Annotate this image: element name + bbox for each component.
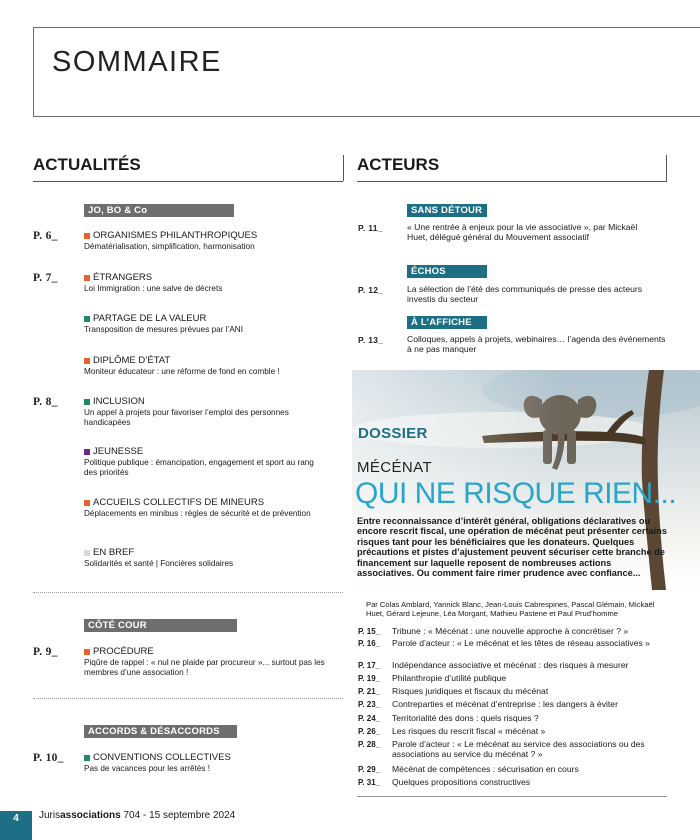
entry-title: DIPLÔME D’ÉTAT xyxy=(93,355,171,366)
entry-desc: Politique publique : émancipation, engagement et sport au rang des priorités xyxy=(84,458,314,477)
acteur-entry[interactable]: Colloques, appels à projets, webinaires… l’agenda des événements à ne pas manquer xyxy=(407,334,666,354)
dossier-intro: Entre reconnaissance d’intérêt général, obligations déclaratives ou encore rescrit fiscal, une opération de mécénat peut présenter certains risques tant pour les bénéficiaires que les donateurs. Quelques précautions et pistes d’ajustement peuvent sécuriser cette branche de financement sur laquelle reposent de nombreuses actions associatives. Ou comment faire rimer prudence avec confiance... xyxy=(357,516,667,579)
page-number: P. 17_ xyxy=(358,661,381,670)
page-title: SOMMAIRE xyxy=(52,46,222,78)
entry-title: ACCUEILS COLLECTIFS DE MINEURS xyxy=(93,497,265,508)
section-label-echos: ÉCHOS xyxy=(407,265,487,278)
toc-entry[interactable] xyxy=(84,230,334,252)
toc-entry[interactable] xyxy=(84,313,334,335)
left-heading-rule xyxy=(33,181,343,182)
page-number: P. 31_ xyxy=(358,778,381,787)
toc-entry[interactable] xyxy=(84,752,334,774)
dossier-item[interactable]: Indépendance associative et mécénat : des risques à mesurer xyxy=(392,660,629,670)
page-number: P. 11_ xyxy=(358,223,383,233)
toc-entry[interactable] xyxy=(84,396,329,427)
page-number: P. 7_ xyxy=(33,272,58,284)
toc-entry[interactable] xyxy=(84,646,334,677)
dossier-kicker: MÉCÉNAT xyxy=(357,459,433,476)
entry-desc: Moniteur éducateur : une réforme de fond en comble ! xyxy=(84,367,280,376)
brand-name: associations xyxy=(60,810,121,821)
page-number: P. 26_ xyxy=(358,727,381,736)
left-column-heading: ACTUALITÉS xyxy=(33,155,141,174)
dossier-item[interactable]: Parole d’acteur : « Le mécénat et les têtes de réseau associatives » xyxy=(392,638,650,648)
entry-title: INCLUSION xyxy=(93,396,145,407)
page-number: P. 10_ xyxy=(33,752,64,764)
orange-square-icon xyxy=(84,649,90,655)
page-number: P. 8_ xyxy=(33,396,58,408)
issue-info: 704 - 15 septembre 2024 xyxy=(120,810,236,821)
left-heading-vrule xyxy=(343,155,344,181)
section-label-a-laffiche: À L’AFFICHE xyxy=(407,316,487,329)
dossier-item[interactable]: Risques juridiques et fiscaux du mécénat xyxy=(392,686,549,696)
section-divider xyxy=(33,698,343,699)
page-number: P. 24_ xyxy=(358,714,381,723)
brand-prefix: Juris xyxy=(39,810,61,821)
entry-title: JEUNESSE xyxy=(93,446,144,457)
section-label-sans-detour: SANS DÉTOUR xyxy=(407,204,487,217)
acteur-entry[interactable]: La sélection de l’été des communiqués de presse des acteurs investis du secteur xyxy=(407,284,643,304)
section-label-cote-cour: CÔTÉ COUR xyxy=(84,619,237,632)
entry-desc: Pas de vacances pour les arrêtés ! xyxy=(84,764,211,773)
page-number: P. 21_ xyxy=(358,687,381,696)
green-square-icon xyxy=(84,399,90,405)
orange-square-icon xyxy=(84,275,90,281)
right-heading-vrule xyxy=(666,155,667,181)
entry-desc: Déplacements en minibus : règles de sécurité et de prévention xyxy=(84,509,311,518)
page-number: P. 12_ xyxy=(358,285,384,295)
footer-issue-line xyxy=(39,810,235,821)
page-number: P. 16_ xyxy=(358,639,381,648)
entry-title: ORGANISMES PHILANTHROPIQUES xyxy=(93,230,258,241)
acteur-entry[interactable]: « Une rentrée à enjeux pour la vie associative », par Mickaël Huet, délégué général du Mouvement associatif xyxy=(407,222,638,242)
section-label-jo-bo: JO, BO & Co xyxy=(84,204,234,217)
entry-title: CONVENTIONS COLLECTIVES xyxy=(93,752,231,763)
dossier-headline[interactable]: QUI NE RISQUE RIEN... xyxy=(355,477,677,510)
toc-entry[interactable] xyxy=(84,446,329,477)
page-number: P. 9_ xyxy=(33,646,58,658)
folio-page-number: 4 xyxy=(0,811,32,840)
right-heading-rule xyxy=(357,181,667,182)
entry-title: PARTAGE DE LA VALEUR xyxy=(93,313,207,324)
green-square-icon xyxy=(84,755,90,761)
entry-title: EN BREF xyxy=(93,547,135,558)
dossier-item[interactable]: Les risques du rescrit fiscal « mécénat » xyxy=(392,726,546,736)
page-number: P. 28_ xyxy=(358,740,381,749)
dossier-item[interactable]: Philanthropie d’utilité publique xyxy=(392,673,507,683)
entry-desc: Loi Immigration : une salve de décrets xyxy=(84,284,223,293)
entry-desc: Solidarités et santé | Foncières solidaires xyxy=(84,559,234,568)
entry-desc: Un appel à projets pour favoriser l’emploi des personnes handicapées xyxy=(84,408,289,427)
page-number: P. 29_ xyxy=(358,765,381,774)
dossier-item[interactable]: Territorialité des dons : quels risques ? xyxy=(392,713,539,723)
page-number: P. 13_ xyxy=(358,335,384,345)
dossier-item[interactable]: Tribune : « Mécénat : une nouvelle approche à concrétiser ? » xyxy=(392,626,629,636)
toc-entry[interactable] xyxy=(84,497,314,519)
orange-square-icon xyxy=(84,500,90,506)
page-number: P. 23_ xyxy=(358,700,381,709)
purple-square-icon xyxy=(84,449,90,455)
page-number: P. 6_ xyxy=(33,230,58,242)
toc-entry[interactable] xyxy=(84,547,334,569)
dossier-label: DOSSIER xyxy=(358,425,428,442)
entry-title: ÉTRANGERS xyxy=(93,272,153,283)
page-number: P. 15_ xyxy=(358,627,381,636)
entry-title: PROCÉDURE xyxy=(93,646,154,657)
right-column-heading: ACTEURS xyxy=(357,155,440,174)
orange-square-icon xyxy=(84,233,90,239)
dossier-item[interactable]: Quelques propositions constructives xyxy=(392,777,531,787)
dossier-item[interactable]: Mécénat de compétences : sécurisation en cours xyxy=(392,764,579,774)
page-number: P. 19_ xyxy=(358,674,381,683)
section-divider xyxy=(33,592,343,593)
dossier-item[interactable]: Contreparties et mécénat d’entreprise : les dangers à éviter xyxy=(392,699,618,709)
title-box xyxy=(33,27,700,117)
orange-square-icon xyxy=(84,358,90,364)
entry-desc: Transposition de mesures prévues par l’ANI xyxy=(84,325,243,334)
toc-entry[interactable] xyxy=(84,272,334,294)
section-label-accords: ACCORDS & DÉSACCORDS xyxy=(84,725,237,738)
entry-desc: Piqûre de rappel : « nul ne plaide par procureur »... surtout pas les membres d’une association ! xyxy=(84,658,325,677)
green-square-icon xyxy=(84,316,90,322)
dossier-item[interactable]: Parole d’acteur : « Le mécénat au service des associations ou des associations au service du mécénat ? » xyxy=(392,739,645,759)
entry-desc: Dématérialisation, simplification, harmonisation xyxy=(84,242,255,251)
dossier-authors: Par Colas Amblard, Yannick Blanc, Jean-Louis Cabrespines, Pascal Glémain, Mickaël Huet, Gérard Lejeune, Léa Morgant, Mathieu Pastene et Paul Prud’homme xyxy=(366,600,655,618)
grey-square-icon xyxy=(84,550,90,556)
dossier-bottom-rule xyxy=(357,796,667,797)
toc-entry[interactable] xyxy=(84,355,334,377)
